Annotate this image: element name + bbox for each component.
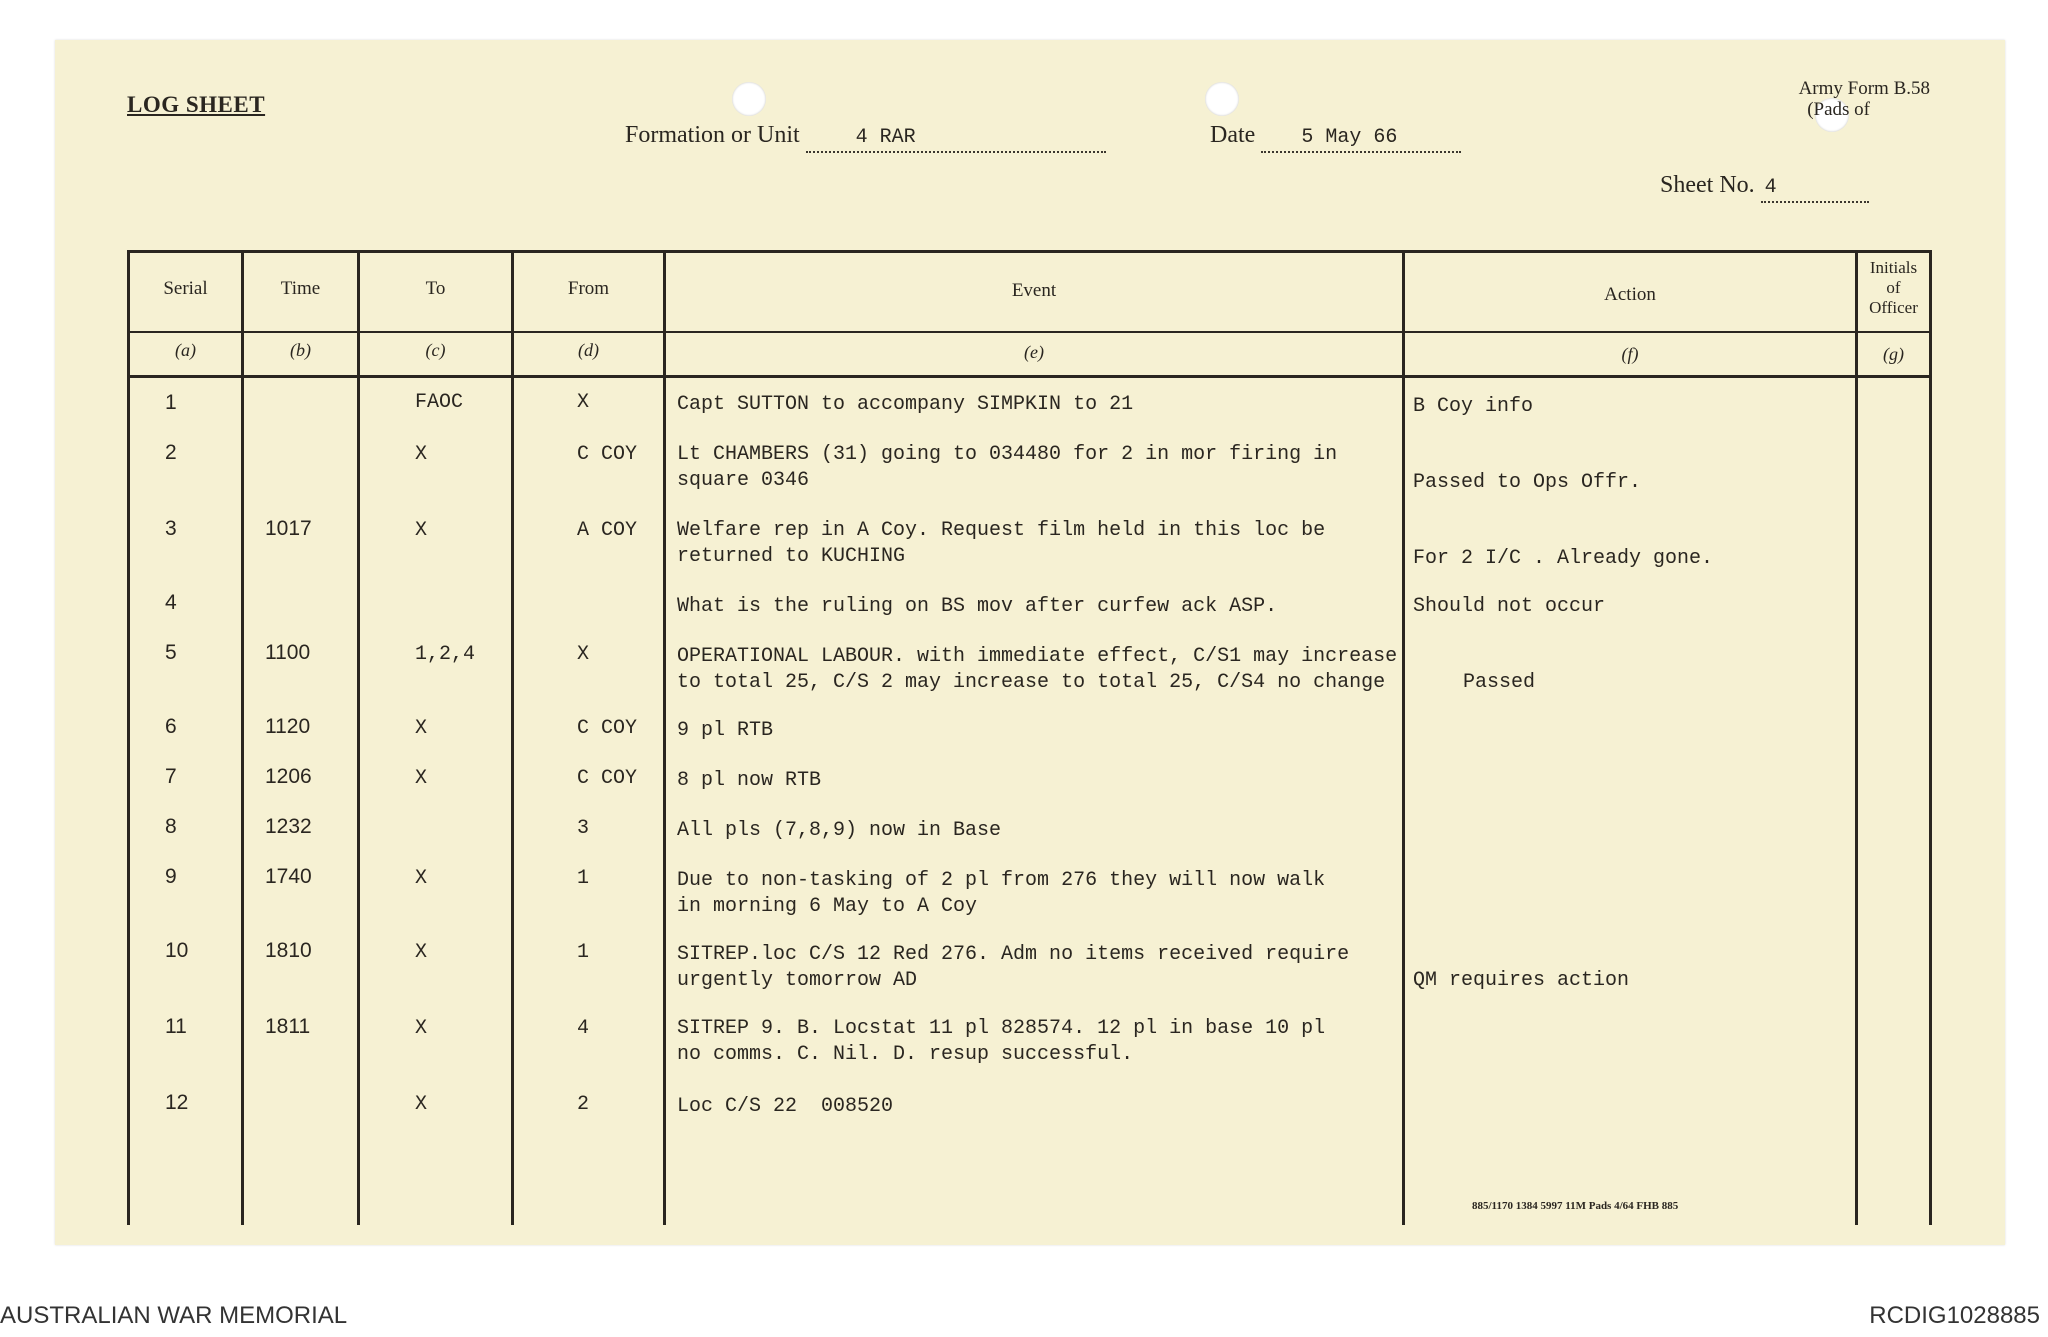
cell-to: FAOC	[415, 391, 464, 414]
header-divider	[127, 331, 1932, 333]
cell-event: Welfare rep in A Coy. Request film held in this loc be returned to KUCHING	[677, 519, 1326, 568]
col-letter-a: (a)	[175, 340, 196, 360]
cell-from: A COY	[577, 519, 638, 542]
cell-action: Should not occur	[1413, 595, 1606, 618]
cell-action: Passed	[1463, 671, 1536, 694]
sheet-number-value: 4	[1761, 176, 1869, 203]
cell-event: All pls (7,8,9) now in Base	[677, 819, 1002, 842]
cell-to: X	[415, 1093, 428, 1116]
cell-serial: 7	[165, 765, 177, 788]
sheet-number-label: Sheet No.	[1660, 172, 1755, 198]
cell-serial: 4	[165, 591, 177, 614]
cell-time: 1120	[265, 715, 311, 738]
army-form-block	[1640, 78, 1930, 120]
cell-from: 2	[577, 1093, 590, 1116]
col-border-right	[1929, 250, 1932, 1225]
cell-event: SITREP 9. B. Locstat 11 pl 828574. 12 pl in base 10 pl no comms. C. Nil. D. resup successful.	[677, 1017, 1326, 1066]
punch-hole-left	[732, 82, 766, 116]
print-code: 885/1170 1384 5997 11M Pads 4/64 FHB 885	[1472, 1200, 1679, 1212]
cell-from: C COY	[577, 717, 638, 740]
col-header-initials-line2: of	[1886, 278, 1901, 297]
cell-from: C COY	[577, 443, 638, 466]
col-letter-e: (e)	[1024, 342, 1044, 362]
cell-time: 1740	[265, 865, 312, 888]
col-border-from-event	[663, 250, 666, 1225]
date-row	[1210, 122, 1461, 153]
col-border-left	[127, 250, 130, 1225]
cell-serial: 5	[165, 641, 177, 664]
cell-from: 3	[577, 817, 590, 840]
cell-action: B Coy info	[1413, 395, 1534, 418]
cell-time: 1017	[265, 517, 312, 540]
col-border-time-to	[357, 250, 360, 1225]
cell-serial: 10	[165, 939, 189, 962]
sheet-number-row	[1660, 172, 1869, 203]
cell-serial: 11	[165, 1015, 187, 1038]
cell-time: 1206	[265, 765, 312, 788]
cell-to: X	[415, 867, 428, 890]
formation-label: Formation or Unit	[625, 122, 800, 148]
cell-from: X	[577, 643, 590, 666]
cell-serial: 9	[165, 865, 177, 888]
cell-action: Passed to Ops Offr.	[1413, 471, 1642, 494]
cell-event: Lt CHAMBERS (31) going to 034480 for 2 in mor firing in square 0346	[677, 443, 1338, 492]
cell-event: SITREP.loc C/S 12 Red 276. Adm no items received require urgently tomorrow AD	[677, 943, 1350, 992]
cell-serial: 2	[165, 441, 177, 464]
cell-from: 4	[577, 1017, 590, 1040]
army-form-number: Army Form B.58	[1798, 78, 1930, 99]
col-border-event-action	[1402, 250, 1405, 1225]
col-letter-b: (b)	[290, 340, 311, 360]
log-sheet-paper	[55, 40, 2005, 1245]
footer-id: RCDIG1028885	[1869, 1302, 2040, 1329]
cell-serial: 6	[165, 715, 177, 738]
cell-serial: 1	[165, 391, 177, 414]
col-header-event: Event	[1011, 280, 1057, 301]
cell-event: Due to non-tasking of 2 pl from 276 they will now walk in morning 6 May to A Coy	[677, 869, 1326, 918]
formation-row	[625, 122, 1106, 153]
col-header-action: Action	[1604, 284, 1656, 305]
col-header-initials-line3: Officer	[1869, 298, 1918, 317]
cell-action: For 2 I/C . Already gone.	[1413, 547, 1714, 570]
col-header-time: Time	[280, 278, 321, 299]
cell-serial: 3	[165, 517, 177, 540]
col-header-from: From	[567, 278, 610, 299]
cell-time: 1100	[265, 641, 311, 664]
cell-event: Capt SUTTON to accompany SIMPKIN to 21	[677, 393, 1134, 416]
col-header-to: To	[425, 278, 446, 299]
col-letter-f: (f)	[1621, 344, 1639, 364]
cell-event: OPERATIONAL LABOUR. with immediate effect, C/S1 may increase to total 25, C/S 2 may increase to total 25, C/S4 no change	[677, 645, 1398, 694]
cell-to: X	[415, 767, 428, 790]
cell-serial: 8	[165, 815, 177, 838]
punch-hole-middle	[1205, 82, 1239, 116]
cell-event: 9 pl RTB	[677, 719, 774, 742]
cell-time: 1232	[265, 815, 312, 838]
cell-serial: 12	[165, 1091, 189, 1114]
cell-event: 8 pl now RTB	[677, 769, 822, 792]
cell-time: 1811	[265, 1015, 311, 1038]
cell-from: X	[577, 391, 590, 414]
cell-time: 1810	[265, 939, 312, 962]
footer-source: AUSTRALIAN WAR MEMORIAL	[0, 1302, 348, 1329]
cell-from: 1	[577, 941, 590, 964]
col-letter-c: (c)	[425, 340, 446, 360]
pads-of: (Pads of	[1807, 99, 1870, 120]
col-header-initials-line1: Initials	[1869, 258, 1918, 277]
cell-from: C COY	[577, 767, 638, 790]
table-top-border	[127, 250, 1932, 253]
cell-to: 1,2,4	[415, 643, 476, 666]
cell-event: What is the ruling on BS mov after curfew ack ASP.	[677, 595, 1278, 618]
cell-to: X	[415, 941, 428, 964]
col-letter-g: (g)	[1883, 344, 1904, 364]
col-header-serial: Serial	[163, 278, 208, 299]
cell-to: X	[415, 443, 428, 466]
cell-event: Loc C/S 22 008520	[677, 1095, 894, 1118]
cell-action: QM requires action	[1413, 969, 1630, 992]
col-border-action-initials	[1855, 250, 1858, 1225]
formation-value: 4 RAR	[806, 126, 1106, 153]
col-border-serial-time	[241, 250, 244, 1225]
col-border-to-from	[511, 250, 514, 1225]
date-label: Date	[1210, 122, 1256, 148]
cell-to: X	[415, 1017, 428, 1040]
cell-to: X	[415, 519, 428, 542]
date-value: 5 May 66	[1261, 126, 1461, 153]
letter-divider	[127, 375, 1932, 378]
col-letter-d: (d)	[578, 340, 599, 360]
cell-to: X	[415, 717, 428, 740]
col-header-initials	[1858, 258, 1929, 318]
log-sheet-title: LOG SHEET	[127, 92, 266, 117]
cell-from: 1	[577, 867, 590, 890]
